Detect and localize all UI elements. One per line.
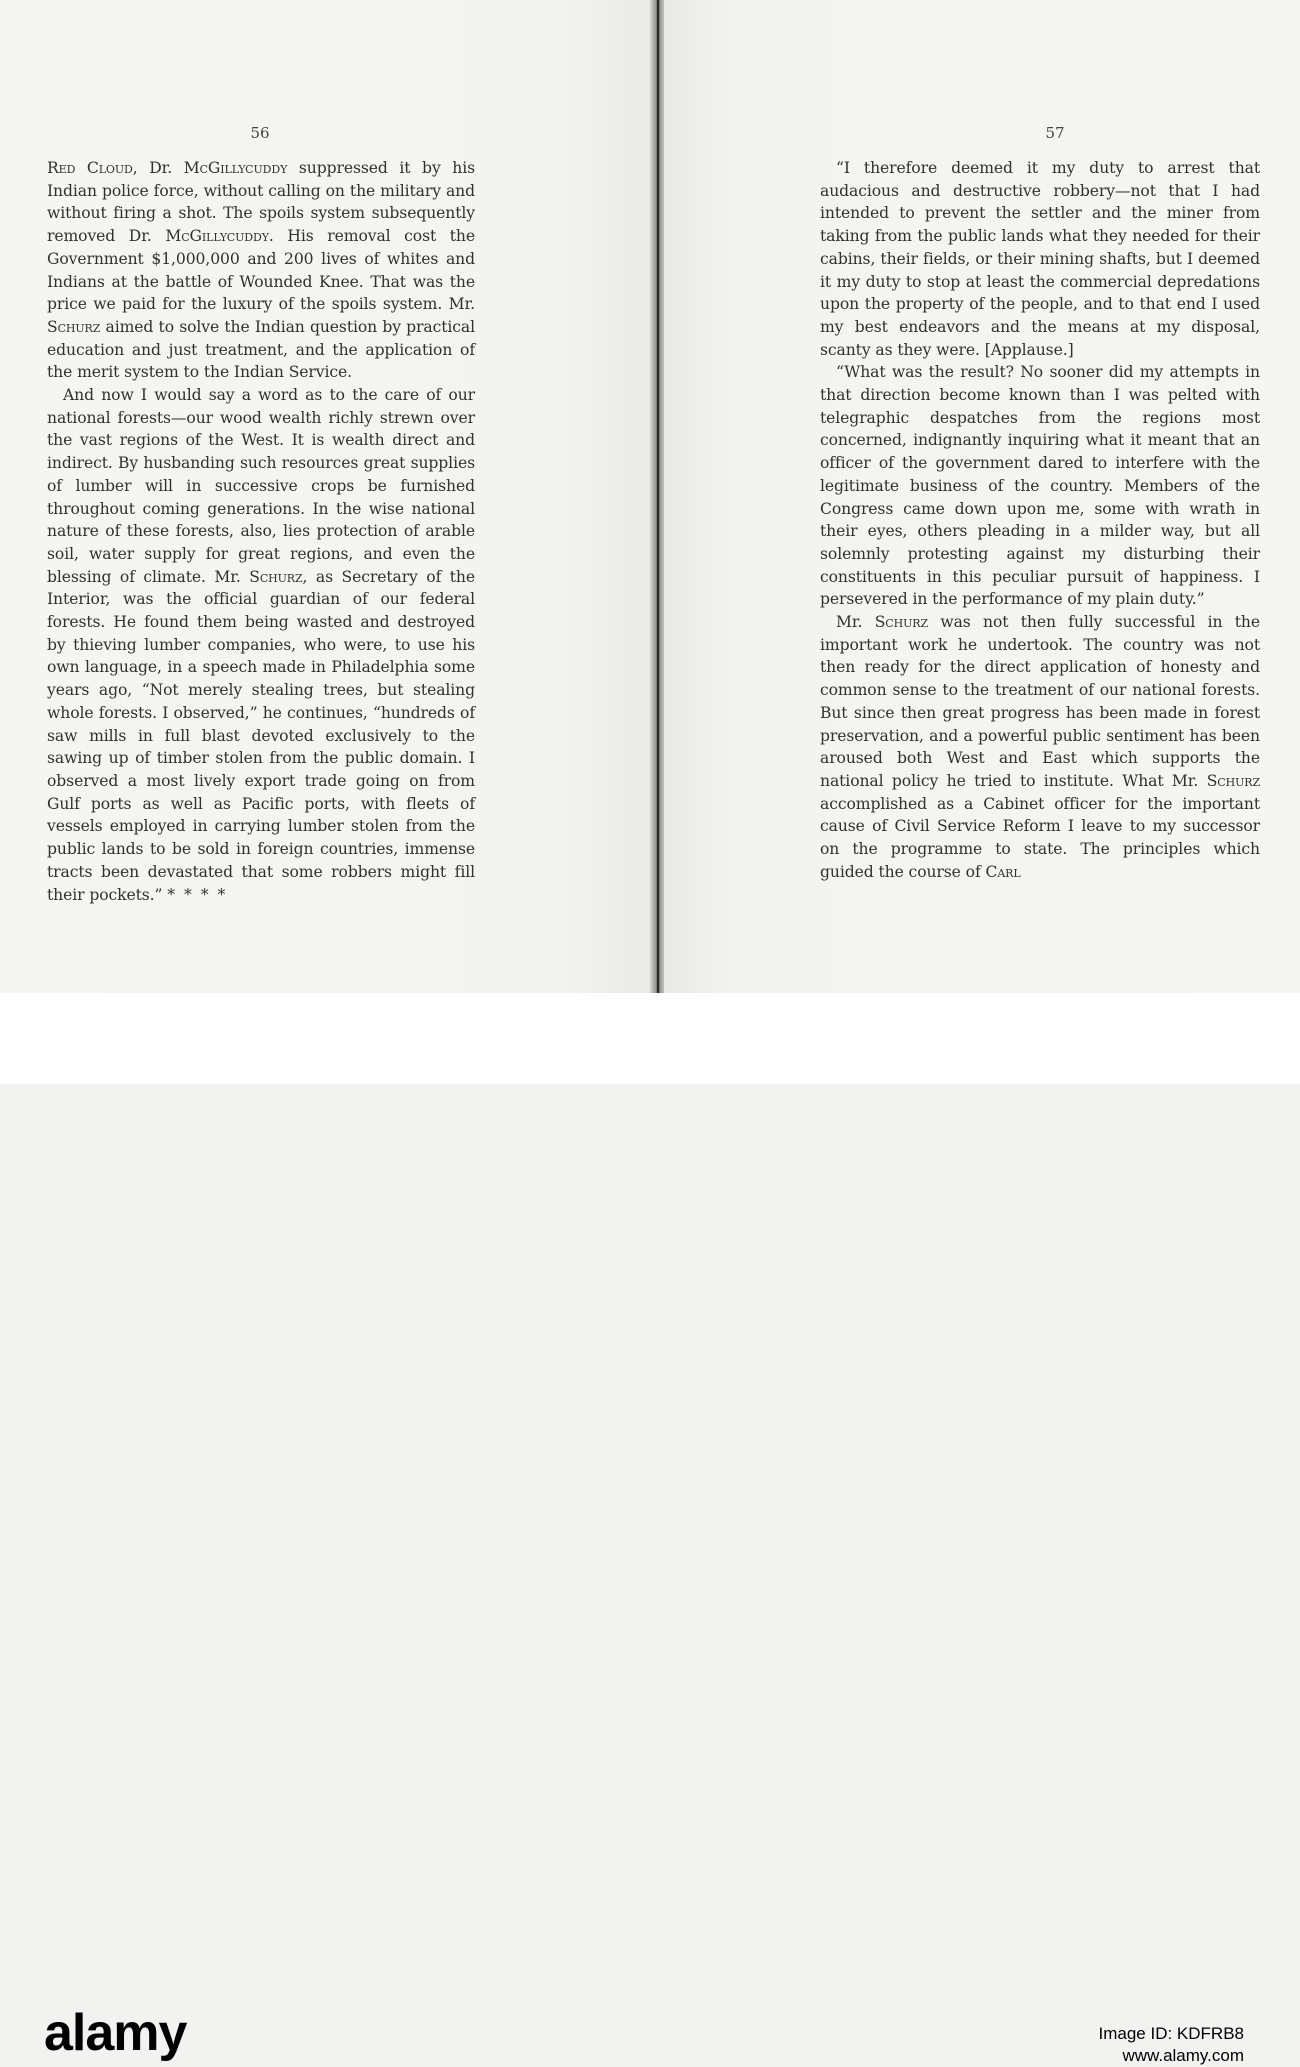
right-page — [664, 0, 1300, 993]
image-info — [1099, 2023, 1245, 2067]
paragraph: Red Cloud, Dr. McGillycuddy suppressed it by his Indian police force, without calling on the military and without firing a shot. The spoils system subsequently removed Dr. McGillycuddy. His removal cost the Government $1,000,000 and 200 lives of whites and Indians at the battle of Wounded Knee. That was the price we paid for the luxury of the spoils system. Mr. Schurz aimed to solve the Indian question by practical education and just treatment, and the application of the merit system to the Indian Service. — [47, 159, 475, 382]
left-page — [0, 0, 652, 993]
stock-footer — [0, 993, 1300, 2065]
page-number: 56 — [250, 124, 270, 142]
page-body — [820, 157, 1260, 884]
paragraph: “What was the result? No sooner did my attempts in that direction become known than I was pelted with telegraphic despatches from the regions most concerned, indignantly inquiring what it meant that an officer of the government dared to interfere with the legitimate business of the country. Members of the Congress came down upon me, some with wrath in their eyes, others pleading in a milder way, but all solemnly protesting against my disturbing their constituents in this peculiar pursuit of happiness. I persevered in the performance of my plain duty.” — [820, 363, 1260, 609]
paragraph: And now I would say a word as to the care of our national forests—our wood wealth richly strewn over the vast regions of the West. It is wealth direct and indirect. By husbanding such resources great supplies of lumber will in successive crops be furnished throughout coming generations. In the wise national nature of these forests, also, lies protection of arable soil, water supply for great regions, and even the blessing of climate. Mr. Schurz, as Secretary of the Interior, was the official guardian of our federal forests. He found them being wasted and destroyed by thieving lumber companies, who were, to use his own language, in a speech made in Philadelphia some years ago, “Not merely stealing trees, but stealing whole forests. I observed,” he continues, “hundreds of saw mills in full blast devoted exclusively to the sawing up of timber stolen from the public domain. I observed a most lively export trade going on from Gulf ports as well as Pacific ports, with fleets of vessels employed in carrying lumber stolen from the public lands to be sold in foreign countries, immense tracts been devastated that some robbers might fill their pockets.” * * * * — [47, 386, 475, 904]
page-body — [47, 157, 475, 906]
page-number: 57 — [1045, 124, 1065, 142]
paragraph: “I therefore deemed it my duty to arrest that audacious and destructive robbery—not that I had intended to prevent the settler and the miner from taking from the public lands what they needed for their cabins, their fields, or their mining shafts, but I deemed it my duty to stop at least the commercial depredations upon the property of the people, and to that end I used my best endeavors and the means at my disposal, scanty as they were. [Applause.] — [820, 159, 1260, 359]
image-id: Image ID: KDFRB8 — [1098, 2024, 1244, 2043]
site-url: www.alamy.com — [1122, 2046, 1244, 2065]
book-spread — [0, 0, 1300, 993]
paragraph: Mr. Schurz was not then fully successful in the important work he undertook. The country was not then ready for the direct application of honesty and common sense to the treatment of our national forests. But since then great progress has been made in forest preservation, and a powerful public sentiment has been aroused both West and East which supports the national policy he tried to institute. What Mr. Schurz accomplished as a Cabinet officer for the important cause of Civil Service Reform I leave to my successor on the programme to state. The principles which guided the course of Carl — [820, 613, 1260, 881]
alamy-logo: alamy — [44, 2004, 187, 2062]
